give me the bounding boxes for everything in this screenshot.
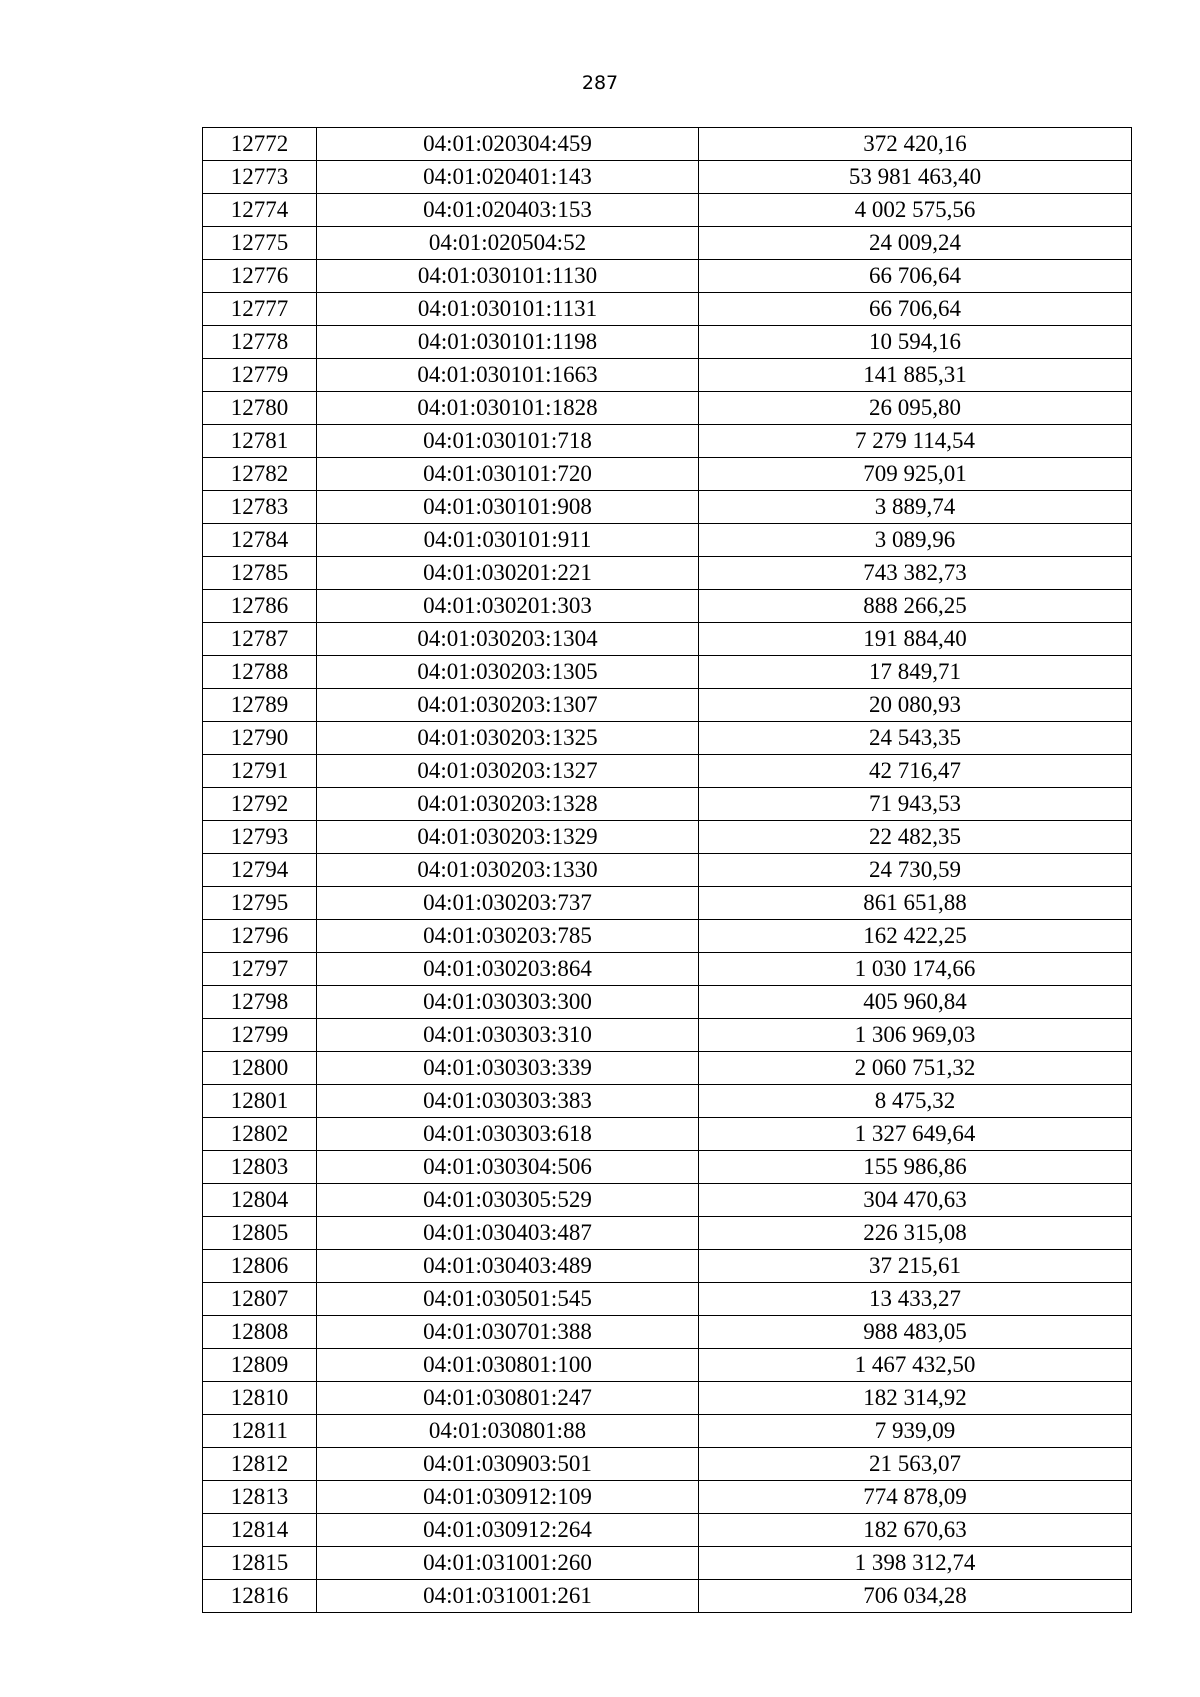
cadastral-value-cell: 405 960,84 [699,986,1132,1019]
cadastral-number-cell: 04:01:020403:153 [317,194,699,227]
cadastral-value-cell: 53 981 463,40 [699,161,1132,194]
row-number-cell: 12801 [203,1085,317,1118]
cadastral-value-cell: 2 060 751,32 [699,1052,1132,1085]
table-row [203,1316,1132,1349]
table-body [203,128,1132,1613]
table-row [203,590,1132,623]
row-number-cell: 12775 [203,227,317,260]
row-number-cell: 12787 [203,623,317,656]
row-number-cell: 12774 [203,194,317,227]
cadastral-value-cell: 22 482,35 [699,821,1132,854]
table-row [203,1151,1132,1184]
cadastral-number-cell: 04:01:030303:339 [317,1052,699,1085]
row-number-cell: 12816 [203,1580,317,1613]
cadastral-value-cell: 24 543,35 [699,722,1132,755]
table-row [203,227,1132,260]
cadastral-number-cell: 04:01:030101:1198 [317,326,699,359]
row-number-cell: 12794 [203,854,317,887]
cadastral-number-cell: 04:01:030203:1327 [317,755,699,788]
cadastral-number-cell: 04:01:030101:1130 [317,260,699,293]
cadastral-number-cell: 04:01:020304:459 [317,128,699,161]
cadastral-number-cell: 04:01:030101:908 [317,491,699,524]
cadastral-value-cell: 155 986,86 [699,1151,1132,1184]
row-number-cell: 12781 [203,425,317,458]
row-number-cell: 12793 [203,821,317,854]
table-row [203,788,1132,821]
cadastral-number-cell: 04:01:030203:1305 [317,656,699,689]
row-number-cell: 12800 [203,1052,317,1085]
cadastral-number-cell: 04:01:030801:88 [317,1415,699,1448]
cadastral-value-cell: 372 420,16 [699,128,1132,161]
row-number-cell: 12779 [203,359,317,392]
row-number-cell: 12776 [203,260,317,293]
cadastral-number-cell: 04:01:030403:489 [317,1250,699,1283]
cadastral-value-cell: 182 314,92 [699,1382,1132,1415]
cadastral-value-cell: 8 475,32 [699,1085,1132,1118]
cadastral-value-cell: 141 885,31 [699,359,1132,392]
cadastral-number-cell: 04:01:030801:247 [317,1382,699,1415]
cadastral-value-cell: 191 884,40 [699,623,1132,656]
cadastral-value-cell: 42 716,47 [699,755,1132,788]
table-row [203,1217,1132,1250]
table-row [203,293,1132,326]
table-row [203,920,1132,953]
row-number-cell: 12806 [203,1250,317,1283]
cadastral-number-cell: 04:01:030101:720 [317,458,699,491]
row-number-cell: 12813 [203,1481,317,1514]
cadastral-number-cell: 04:01:030305:529 [317,1184,699,1217]
row-number-cell: 12807 [203,1283,317,1316]
cadastral-value-cell: 66 706,64 [699,293,1132,326]
cadastral-value-cell: 13 433,27 [699,1283,1132,1316]
row-number-cell: 12797 [203,953,317,986]
table-row [203,161,1132,194]
cadastral-value-cell: 4 002 575,56 [699,194,1132,227]
row-number-cell: 12791 [203,755,317,788]
row-number-cell: 12786 [203,590,317,623]
cadastral-number-cell: 04:01:031001:260 [317,1547,699,1580]
table-row [203,1481,1132,1514]
cadastral-value-cell: 1 327 649,64 [699,1118,1132,1151]
row-number-cell: 12772 [203,128,317,161]
row-number-cell: 12798 [203,986,317,1019]
row-number-cell: 12782 [203,458,317,491]
cadastral-value-cell: 162 422,25 [699,920,1132,953]
cadastral-number-cell: 04:01:030303:383 [317,1085,699,1118]
table-row [203,392,1132,425]
row-number-cell: 12808 [203,1316,317,1349]
table-row [203,1547,1132,1580]
table-row [203,755,1132,788]
row-number-cell: 12796 [203,920,317,953]
cadastral-value-cell: 888 266,25 [699,590,1132,623]
table-row [203,260,1132,293]
table-row [203,326,1132,359]
row-number-cell: 12812 [203,1448,317,1481]
table-row [203,1448,1132,1481]
cadastral-number-cell: 04:01:031001:261 [317,1580,699,1613]
cadastral-number-cell: 04:01:030912:109 [317,1481,699,1514]
row-number-cell: 12778 [203,326,317,359]
row-number-cell: 12790 [203,722,317,755]
table-row [203,623,1132,656]
cadastral-value-cell: 774 878,09 [699,1481,1132,1514]
cadastral-value-cell: 226 315,08 [699,1217,1132,1250]
cadastral-value-cell: 706 034,28 [699,1580,1132,1613]
cadastral-number-cell: 04:01:030303:300 [317,986,699,1019]
cadastral-value-cell: 861 651,88 [699,887,1132,920]
cadastral-number-cell: 04:01:030203:1304 [317,623,699,656]
cadastral-value-cell: 743 382,73 [699,557,1132,590]
cadastral-value-cell: 24 730,59 [699,854,1132,887]
cadastral-value-cell: 24 009,24 [699,227,1132,260]
row-number-cell: 12783 [203,491,317,524]
table-row [203,425,1132,458]
cadastral-value-cell: 21 563,07 [699,1448,1132,1481]
table-row [203,557,1132,590]
table-row [203,953,1132,986]
cadastral-number-cell: 04:01:030303:310 [317,1019,699,1052]
cadastral-value-cell: 10 594,16 [699,326,1132,359]
row-number-cell: 12809 [203,1349,317,1382]
cadastral-value-cell: 988 483,05 [699,1316,1132,1349]
table-row [203,1349,1132,1382]
cadastral-number-cell: 04:01:030101:1828 [317,392,699,425]
table-row [203,1283,1132,1316]
cadastral-number-cell: 04:01:020401:143 [317,161,699,194]
table-row [203,887,1132,920]
cadastral-value-cell: 37 215,61 [699,1250,1132,1283]
cadastral-number-cell: 04:01:030203:1329 [317,821,699,854]
cadastral-value-cell: 182 670,63 [699,1514,1132,1547]
row-number-cell: 12773 [203,161,317,194]
row-number-cell: 12815 [203,1547,317,1580]
cadastral-value-cell: 1 467 432,50 [699,1349,1132,1382]
cadastral-value-cell: 26 095,80 [699,392,1132,425]
cadastral-number-cell: 04:01:030201:303 [317,590,699,623]
table-row [203,1118,1132,1151]
cadastral-value-table [202,127,1132,1613]
row-number-cell: 12784 [203,524,317,557]
row-number-cell: 12777 [203,293,317,326]
cadastral-value-cell: 7 279 114,54 [699,425,1132,458]
table-row [203,821,1132,854]
cadastral-number-cell: 04:01:030203:1328 [317,788,699,821]
table-row [203,1184,1132,1217]
cadastral-number-cell: 04:01:030903:501 [317,1448,699,1481]
table-row [203,722,1132,755]
cadastral-value-cell: 71 943,53 [699,788,1132,821]
row-number-cell: 12814 [203,1514,317,1547]
table-row [203,194,1132,227]
row-number-cell: 12795 [203,887,317,920]
row-number-cell: 12789 [203,689,317,722]
cadastral-value-cell: 1 398 312,74 [699,1547,1132,1580]
table-row [203,1052,1132,1085]
cadastral-value-cell: 709 925,01 [699,458,1132,491]
cadastral-number-cell: 04:01:030203:1330 [317,854,699,887]
row-number-cell: 12785 [203,557,317,590]
cadastral-number-cell: 04:01:030101:1131 [317,293,699,326]
cadastral-value-cell: 3 089,96 [699,524,1132,557]
row-number-cell: 12803 [203,1151,317,1184]
cadastral-number-cell: 04:01:030701:388 [317,1316,699,1349]
cadastral-number-cell: 04:01:030203:737 [317,887,699,920]
cadastral-number-cell: 04:01:030101:1663 [317,359,699,392]
table-row [203,1415,1132,1448]
row-number-cell: 12811 [203,1415,317,1448]
row-number-cell: 12788 [203,656,317,689]
cadastral-number-cell: 04:01:030912:264 [317,1514,699,1547]
table-row [203,1019,1132,1052]
table-row [203,854,1132,887]
table-row [203,458,1132,491]
row-number-cell: 12799 [203,1019,317,1052]
table-row [203,128,1132,161]
row-number-cell: 12805 [203,1217,317,1250]
cadastral-number-cell: 04:01:030203:864 [317,953,699,986]
cadastral-value-cell: 304 470,63 [699,1184,1132,1217]
table-row [203,689,1132,722]
cadastral-value-cell: 20 080,93 [699,689,1132,722]
row-number-cell: 12780 [203,392,317,425]
row-number-cell: 12802 [203,1118,317,1151]
cadastral-number-cell: 04:01:030203:785 [317,920,699,953]
cadastral-value-cell: 66 706,64 [699,260,1132,293]
table-row [203,986,1132,1019]
cadastral-number-cell: 04:01:030403:487 [317,1217,699,1250]
table-row [203,1382,1132,1415]
cadastral-number-cell: 04:01:030203:1307 [317,689,699,722]
cadastral-number-cell: 04:01:030303:618 [317,1118,699,1151]
cadastral-number-cell: 04:01:030101:911 [317,524,699,557]
table-row [203,1250,1132,1283]
table-row [203,656,1132,689]
cadastral-number-cell: 04:01:020504:52 [317,227,699,260]
cadastral-number-cell: 04:01:030501:545 [317,1283,699,1316]
cadastral-value-cell: 3 889,74 [699,491,1132,524]
row-number-cell: 12792 [203,788,317,821]
table-row [203,1514,1132,1547]
table-row [203,1085,1132,1118]
table-row [203,359,1132,392]
cadastral-number-cell: 04:01:030304:506 [317,1151,699,1184]
cadastral-number-cell: 04:01:030801:100 [317,1349,699,1382]
cadastral-number-cell: 04:01:030201:221 [317,557,699,590]
cadastral-value-cell: 1 030 174,66 [699,953,1132,986]
table-row [203,1580,1132,1613]
table-row [203,491,1132,524]
row-number-cell: 12804 [203,1184,317,1217]
cadastral-number-cell: 04:01:030203:1325 [317,722,699,755]
cadastral-value-cell: 7 939,09 [699,1415,1132,1448]
cadastral-value-cell: 17 849,71 [699,656,1132,689]
row-number-cell: 12810 [203,1382,317,1415]
cadastral-value-cell: 1 306 969,03 [699,1019,1132,1052]
cadastral-number-cell: 04:01:030101:718 [317,425,699,458]
table-row [203,524,1132,557]
page-number: 287 [581,72,619,94]
